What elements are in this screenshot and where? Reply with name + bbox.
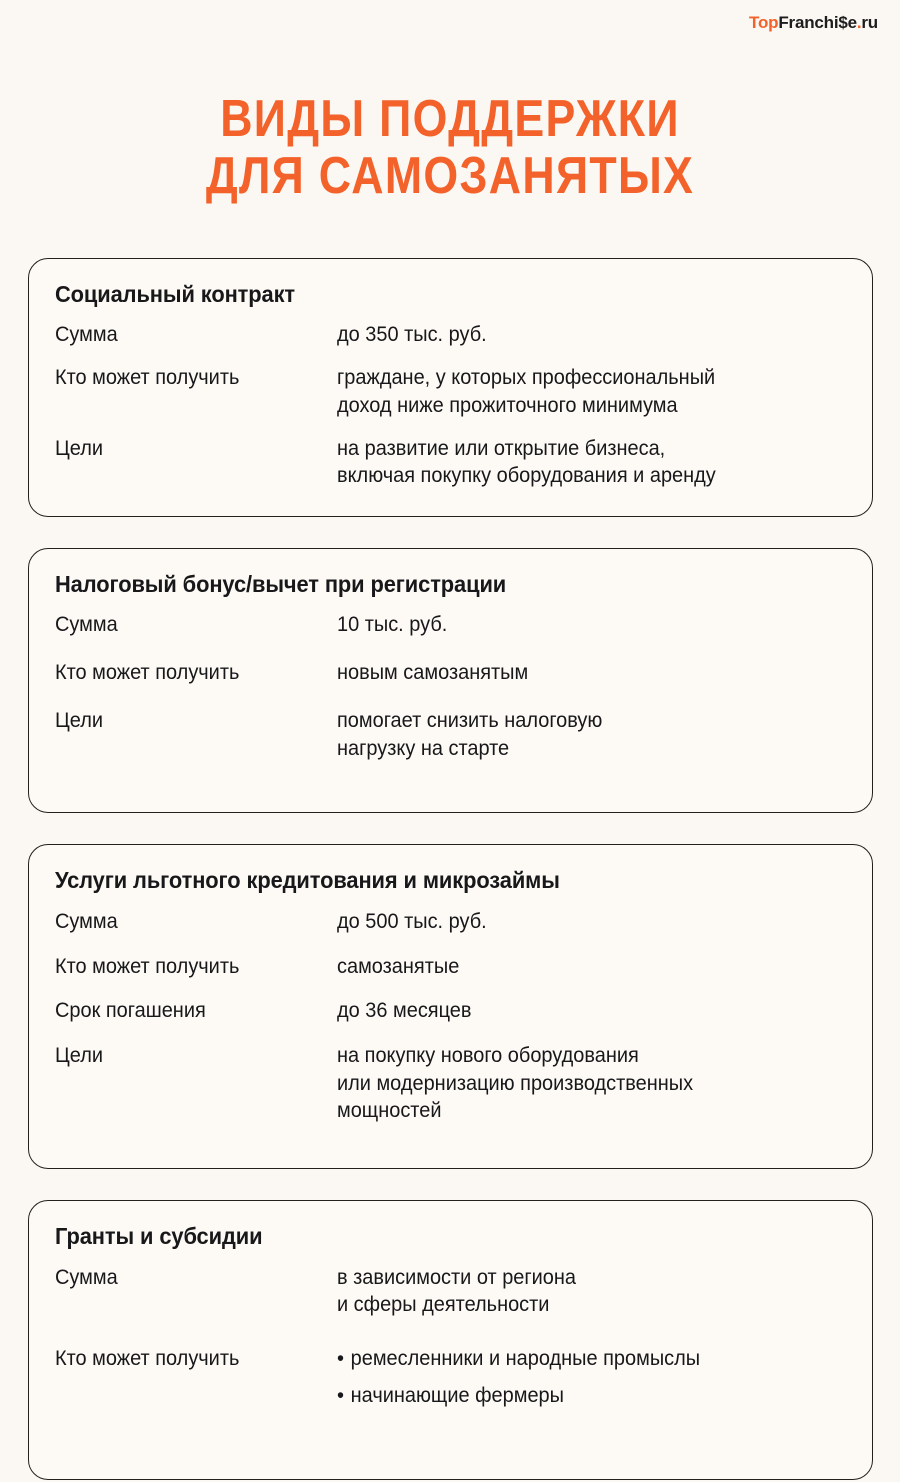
support-card-title: Услуги льготного кредитования и микрозаймы bbox=[55, 867, 560, 894]
support-card bbox=[28, 1200, 873, 1480]
support-card-value-line: самозанятые bbox=[337, 954, 460, 978]
support-card-value-line: включая покупку оборудования и аренду bbox=[337, 464, 716, 488]
page-title-line-2: ДЛЯ САМОЗАНЯТЫХ bbox=[205, 146, 695, 205]
support-card-value-line: помогает снизить налоговую bbox=[337, 708, 603, 732]
bullet-dot-icon: • bbox=[337, 1346, 344, 1370]
support-card bbox=[28, 258, 873, 517]
support-card-row-label: Цели bbox=[55, 436, 103, 460]
support-card-row-label: Сумма bbox=[55, 909, 118, 933]
logo-text-dot: . bbox=[856, 13, 862, 32]
support-card-row bbox=[55, 364, 846, 419]
support-card-row-value bbox=[337, 1042, 821, 1125]
support-card-bullet-text: начинающие фермеры bbox=[350, 1383, 564, 1407]
support-card-value-line: мощностей bbox=[337, 1099, 442, 1123]
support-card-row bbox=[55, 953, 846, 981]
support-card-row-value bbox=[337, 435, 821, 490]
support-card-row-label: Кто может получить bbox=[55, 954, 240, 978]
support-card-row-label: Срок погашения bbox=[55, 999, 206, 1023]
support-card-row-value bbox=[337, 707, 821, 762]
support-card-title: Социальный контракт bbox=[55, 281, 296, 307]
support-card-bullet-text: ремесленники и народные промыслы bbox=[350, 1346, 701, 1370]
support-card-row-value bbox=[337, 364, 821, 419]
support-card-row-label: Сумма bbox=[55, 323, 118, 347]
support-card-row-value bbox=[337, 908, 821, 936]
support-types-list bbox=[28, 258, 873, 1480]
support-card-bullet bbox=[337, 1382, 821, 1410]
support-card-value-line: новым самозанятым bbox=[337, 661, 529, 685]
page-title-line-1: ВИДЫ ПОДДЕРЖКИ bbox=[220, 89, 680, 148]
support-card-row-label: Цели bbox=[55, 1043, 103, 1067]
support-card-row bbox=[55, 321, 846, 349]
support-card-row bbox=[55, 997, 846, 1025]
support-card-row bbox=[55, 611, 846, 639]
support-card-value-line: и сферы деятельности bbox=[337, 1293, 550, 1317]
support-card-row-value bbox=[337, 1345, 821, 1409]
support-card-title: Гранты и субсидии bbox=[55, 1223, 263, 1250]
support-card-value-line: до 36 месяцев bbox=[337, 999, 472, 1023]
support-card-row-label: Кто может получить bbox=[55, 1346, 240, 1370]
support-card-row bbox=[55, 435, 846, 490]
support-card-row bbox=[55, 659, 846, 687]
support-card-value-line: 10 тыс. руб. bbox=[337, 613, 448, 637]
support-card-value-line: до 350 тыс. руб. bbox=[337, 323, 487, 347]
support-card-row-value bbox=[337, 1264, 821, 1319]
site-logo[interactable] bbox=[749, 14, 878, 31]
support-card bbox=[28, 548, 873, 813]
support-card-row-label: Сумма bbox=[55, 1265, 118, 1289]
support-card-row-value bbox=[337, 321, 821, 349]
support-card-row-value bbox=[337, 611, 821, 639]
support-card-value-line: нагрузку на старте bbox=[337, 736, 510, 760]
support-card-value-line: до 500 тыс. руб. bbox=[337, 909, 487, 933]
support-card-title: Налоговый бонус/вычет при регистрации bbox=[55, 571, 507, 598]
support-card-value-line: доход ниже прожиточного минимума bbox=[337, 393, 678, 417]
support-card-row bbox=[55, 707, 846, 762]
support-card-row bbox=[55, 1042, 846, 1125]
logo-text-main: Franchi$e bbox=[778, 13, 857, 32]
support-card-bullet bbox=[337, 1345, 821, 1373]
support-card-row-label: Кто может получить bbox=[55, 366, 240, 390]
support-card-row bbox=[55, 1345, 846, 1409]
support-card bbox=[28, 844, 873, 1169]
logo-text-top: Top bbox=[749, 13, 779, 32]
bullet-dot-icon: • bbox=[337, 1383, 344, 1407]
support-card-row-value bbox=[337, 953, 821, 981]
support-card-row bbox=[55, 1264, 846, 1319]
support-card-value-line: или модернизацию производственных bbox=[337, 1071, 694, 1095]
support-card-value-line: в зависимости от региона bbox=[337, 1265, 577, 1289]
support-card-row-value bbox=[337, 659, 821, 687]
support-card-value-line: на развитие или открытие бизнеса, bbox=[337, 436, 666, 460]
support-card-row-value bbox=[337, 997, 821, 1025]
page-title bbox=[63, 91, 837, 204]
support-card-value-line: граждане, у которых профессиональный bbox=[337, 366, 716, 390]
support-card-row-label: Сумма bbox=[55, 613, 118, 637]
support-card-row bbox=[55, 908, 846, 936]
support-card-row-label: Кто может получить bbox=[55, 661, 240, 685]
support-card-row-label: Цели bbox=[55, 708, 103, 732]
logo-text-tld: ru bbox=[861, 13, 878, 32]
support-card-value-line: на покупку нового оборудования bbox=[337, 1043, 639, 1067]
